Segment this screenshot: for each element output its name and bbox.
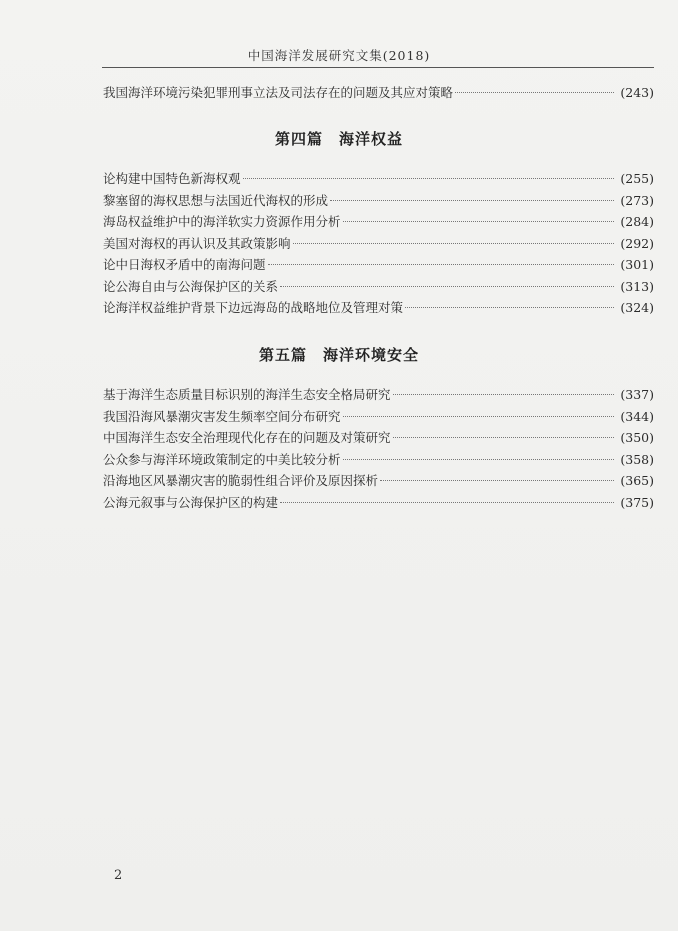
toc-leader bbox=[343, 416, 615, 417]
toc-leader bbox=[343, 221, 615, 222]
toc-entry[interactable] bbox=[103, 256, 654, 274]
toc-leader bbox=[343, 459, 615, 460]
toc-entry-title: 中国海洋生态安全治理现代化存在的问题及对策研究 bbox=[103, 430, 391, 445]
toc-entry-page: (358) bbox=[620, 451, 654, 467]
toc-entry-title: 公海元叙事与公海保护区的构建 bbox=[103, 494, 279, 510]
toc-leader bbox=[380, 480, 614, 481]
toc-entry-page: (313) bbox=[620, 278, 654, 294]
toc-entry-page: (324) bbox=[620, 300, 654, 315]
toc-entry-page: (337) bbox=[620, 387, 654, 402]
toc-entry-title: 论中日海权矛盾中的南海问题 bbox=[103, 257, 266, 272]
section-heading-part4: 第四篇 海洋权益 bbox=[274, 130, 403, 148]
page-number: 2 bbox=[114, 868, 123, 883]
toc-entry[interactable] bbox=[103, 170, 654, 188]
running-header: 中国海洋发展研究文集(2018) bbox=[247, 48, 431, 63]
toc-entry-page: (273) bbox=[620, 192, 654, 208]
toc-entry-page: (344) bbox=[620, 408, 654, 424]
toc-entry-page: (255) bbox=[620, 171, 654, 186]
toc-entry-title: 论构建中国特色新海权观 bbox=[103, 171, 241, 186]
toc-entry-title: 论公海自由与公海保护区的关系 bbox=[103, 278, 279, 294]
section-heading-part5: 第五篇 海洋环境安全 bbox=[258, 346, 419, 364]
toc-entry[interactable] bbox=[103, 213, 654, 231]
toc-leader bbox=[393, 437, 615, 438]
toc-entry-title: 海岛权益维护中的海洋软实力资源作用分析 bbox=[103, 214, 341, 229]
toc-entry-title: 基于海洋生态质量目标识别的海洋生态安全格局研究 bbox=[103, 387, 391, 402]
toc-entry[interactable] bbox=[103, 408, 654, 426]
toc-leader bbox=[393, 394, 615, 395]
toc-entry[interactable] bbox=[103, 386, 654, 404]
toc-entry[interactable] bbox=[103, 235, 654, 253]
toc-entry[interactable] bbox=[103, 494, 654, 512]
toc-leader bbox=[455, 92, 614, 93]
toc-entry[interactable] bbox=[103, 451, 654, 469]
toc-entry-page: (350) bbox=[620, 430, 654, 445]
toc-entry-page: (243) bbox=[620, 85, 654, 100]
toc-entry-title: 黎塞留的海权思想与法国近代海权的形成 bbox=[103, 192, 329, 208]
toc-leader bbox=[268, 264, 615, 265]
toc-entry-page: (365) bbox=[620, 473, 654, 488]
toc-entry[interactable] bbox=[103, 472, 654, 490]
toc-leader bbox=[293, 243, 615, 244]
toc-entry-page: (292) bbox=[620, 235, 654, 251]
toc-entry[interactable] bbox=[103, 299, 654, 317]
toc-entry[interactable] bbox=[103, 278, 654, 296]
toc-entry-title: 公众参与海洋环境政策制定的中美比较分析 bbox=[103, 451, 341, 467]
toc-entry[interactable] bbox=[103, 84, 654, 102]
toc-leader bbox=[280, 286, 614, 287]
toc-entry-page: (301) bbox=[620, 257, 654, 272]
toc-entry[interactable] bbox=[103, 192, 654, 210]
toc-entry-title: 论海洋权益维护背景下边远海岛的战略地位及管理对策 bbox=[103, 300, 404, 315]
toc-entry-title: 沿海地区风暴潮灾害的脆弱性组合评价及原因探析 bbox=[103, 473, 379, 488]
header-rule bbox=[102, 67, 654, 68]
toc-leader bbox=[243, 178, 615, 179]
toc-entry-title: 我国海洋环境污染犯罪刑事立法及司法存在的问题及其应对策略 bbox=[103, 85, 454, 100]
toc-leader bbox=[405, 307, 614, 308]
toc-entry-page: (375) bbox=[620, 494, 654, 510]
toc-entry-title: 美国对海权的再认识及其政策影响 bbox=[103, 235, 291, 251]
toc-leader bbox=[330, 200, 614, 201]
toc-entry-title: 我国沿海风暴潮灾害发生频率空间分布研究 bbox=[103, 408, 341, 424]
toc-entry[interactable] bbox=[103, 429, 654, 447]
toc-entry-page: (284) bbox=[620, 214, 654, 229]
toc-leader bbox=[280, 502, 614, 503]
